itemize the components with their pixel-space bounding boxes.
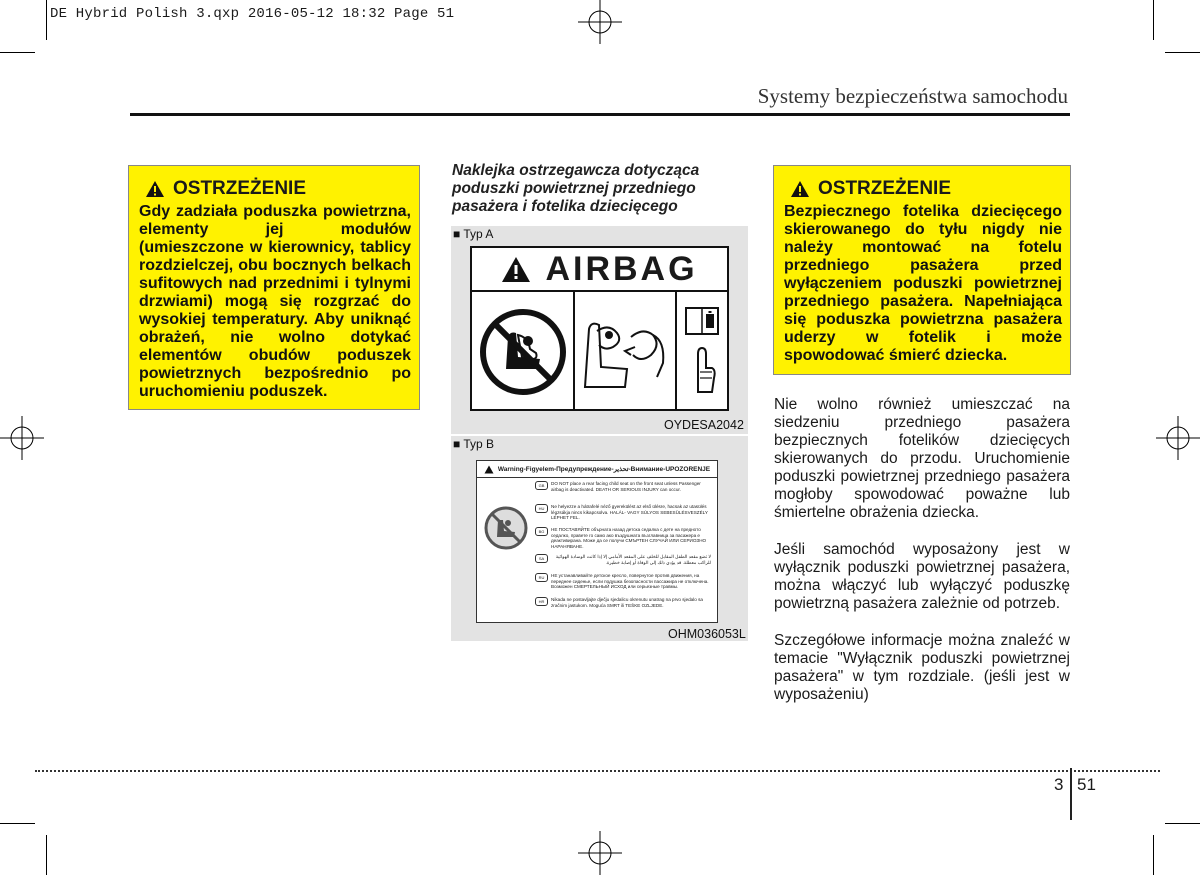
crop-mark	[1153, 0, 1154, 40]
typeb-row	[535, 597, 711, 608]
warning-box-right	[773, 165, 1071, 375]
crop-mark	[1153, 835, 1154, 875]
typeb-row-text: Nikada ne postavljajte dječju sjedalicu okrenutu unatrag na prvo sjedalo sa zračnim jastukom. Moguća SMRT ili TEŠKE OZLJEDE.	[551, 597, 703, 608]
country-badge: BG	[535, 527, 548, 536]
figure-caption: Naklejka ostrzegawcza dotycząca poduszki powietrznej przedniego pasażera i fotelika dziecięcego	[452, 162, 700, 215]
warning-body: Bezpiecznego fotelika dziecięcego skierowanego do tyłu nigdy nie należy montować na fotelu przedniego pasażera przed wyłączeniem poduszki powietrznej przedniego pasażera. Napełniająca się poduszka powietrzna pasażera uderzy w fotelik i może spowodować śmierć dziecka.	[784, 203, 1062, 364]
warning-title-text: OSTRZEŻENIE	[173, 178, 307, 199]
page-number: 51	[1077, 775, 1096, 794]
section-title: Systemy bezpieczeństwa samochodu	[757, 84, 1068, 108]
registration-mark-icon	[578, 831, 622, 875]
typeb-row-text: DO NOT place a rear facing child seat on the front seat unless Passenger airbag is deactivated. DEATH OR SERIOUS INJURY can occur.	[551, 481, 701, 492]
body-paragraph: Nie wolno również umieszczać na siedzeniu przedniego pasażera bezpiecznych fotelików dziecięcych skierowanych do przodu. Uruchomienie poduszki powietrznej przedniego pasażera mogłoby spowodować poważne lub śmiertelne obrażenia dziecka.	[774, 396, 1070, 521]
country-badge: HU	[535, 504, 548, 513]
country-badge: RU	[535, 573, 548, 582]
crop-mark	[0, 823, 35, 824]
read-manual-icon	[682, 302, 722, 402]
typeb-row-text: لا تضع مقعد الطفل المقابل للخلف على المقعد الأمامي إلا إذا كانت الوسادة الهوائية للراكب معطلة. قد يؤدي ذلك إلى الوفاة أو إصابة خطيرة.	[555, 554, 711, 565]
registration-mark-icon	[578, 0, 622, 44]
country-badge: SA	[535, 554, 548, 563]
footer-rule	[35, 770, 1160, 772]
no-rear-facing-child-seat-icon	[483, 505, 529, 551]
chapter-number: 3	[1054, 775, 1064, 794]
warning-triangle-icon	[501, 256, 531, 283]
typeb-row-text: НЕ ПОСТАВЯЙТЕ обърната назад детска седалка с дете на предното седалко, правете го само ако въздушната възглавница за пасажера е деактивирана. Може да се получи СМЪРТЕН СЛУЧАЙ ИЛИ СЕРИОЗНО НАРАНЯВАНЕ.	[551, 527, 707, 549]
crop-mark	[1165, 823, 1200, 824]
registration-mark-icon	[1156, 416, 1200, 460]
figure-code-b: OHM036053L	[668, 627, 746, 641]
country-badge: GB	[535, 481, 548, 490]
airbag-deployment-icon	[579, 307, 671, 397]
typeb-row-text: НЕ устанавливайте детское кресло, повернутое против движения, на переднее сиденье, если подушка безопасности пассажира не отключена. Возможен СМЕРТЕЛЬНЫЙ ИСХОД или серьезные травмы.	[551, 573, 709, 589]
figure-code-a: OYDESA2042	[664, 418, 744, 432]
warning-title-text: OSTRZEŻENIE	[818, 178, 952, 199]
warning-body: Gdy zadziała poduszka powietrzna, elementy jej modułów (umieszczone w kierownicy, tablicy rozdzielczej, obu bocznych belkach sufitowych nad przednimi i tylnymi drzwiami) mogą się rozgrzać do wysokiej temperatury. Aby uniknąć obrażeń, nie wolno dotykać elementów obudów poduszek powietrznych bezpośrednio po uruchomieniu poduszek.	[139, 203, 411, 400]
typeb-header-text: Warning-Figyelem-Предупреждение-تحذير-Внимание-UPOZORENJE	[497, 466, 711, 473]
body-paragraph: Jeśli samochód wyposażony jest w wyłącznik poduszki powietrznej pasażera, można włączyć lub wyłączyć poduszkę powietrzną pasażera zależnie od potrzeb.	[774, 541, 1070, 612]
airbag-label-type-a	[470, 246, 729, 411]
typeb-row-text: Ne helyezze a hátrafelé néző gyerekülést az első ülésre, hacsak az utasülés légzsákja nincs kikapcsolva. HALÁL- VAGY SÚLYOS SEBESÜLÉSVESZÉLY LÉPHET FEL.	[551, 504, 708, 520]
registration-mark-icon	[0, 416, 44, 460]
warning-triangle-icon	[484, 465, 494, 474]
typeb-row	[535, 527, 711, 549]
type-a-label: ■ Typ A	[453, 227, 494, 241]
airbag-header	[472, 248, 727, 292]
body-paragraph: Szczegółowe informacje można znaleźć w temacie "Wyłącznik poduszki powietrznej pasażera" w tym rozdziale. (jeśli jest w wyposażeniu)	[774, 632, 1070, 703]
airbag-label-type-b	[476, 460, 718, 623]
typeb-row	[535, 554, 711, 565]
warning-triangle-icon	[790, 180, 810, 198]
type-b-label: ■ Typ B	[453, 437, 495, 451]
page-number-divider	[1070, 768, 1072, 820]
warning-title	[145, 178, 411, 200]
typeb-row	[535, 504, 711, 521]
no-child-seat-cell	[472, 292, 575, 411]
warning-box-left	[128, 165, 420, 410]
typeb-header	[477, 461, 717, 478]
crop-mark	[46, 835, 47, 875]
header-rule	[130, 113, 1070, 116]
crop-mark	[46, 0, 47, 40]
warning-title	[790, 178, 1062, 200]
country-badge: HR	[535, 597, 548, 606]
typeb-row	[535, 481, 711, 492]
read-manual-cell	[677, 292, 727, 411]
airbag-word: AIRBAG	[545, 249, 698, 288]
crop-mark	[1165, 52, 1200, 53]
warning-triangle-icon	[145, 180, 165, 198]
typeb-row	[535, 573, 711, 590]
airbag-deploy-cell	[575, 292, 676, 411]
no-rear-facing-child-seat-icon	[478, 307, 568, 397]
print-slug: DE Hybrid Polish 3.qxp 2016-05-12 18:32 Page 51	[50, 6, 455, 22]
crop-mark	[0, 52, 35, 53]
